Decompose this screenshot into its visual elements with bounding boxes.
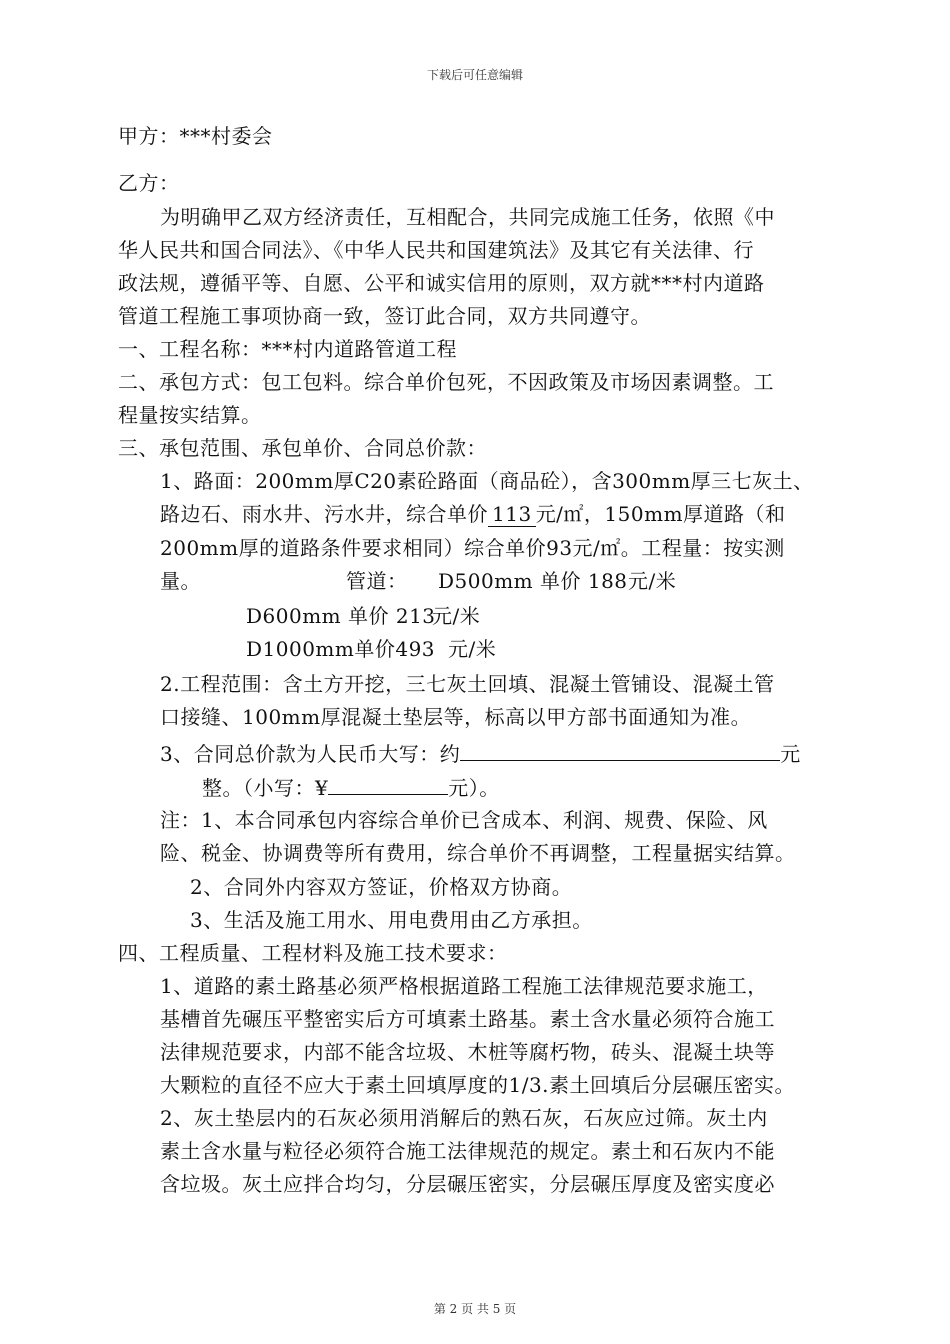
pipe-d500-price: D500mm 单价 188 (438, 569, 628, 593)
intro-line: 政法规，遵循平等、自愿、公平和诚实信用的原则，双方就***村内道路 (118, 271, 765, 295)
section-2-line: 程量按实结算。 (118, 403, 262, 427)
pipe-unit: 元/米 (628, 569, 677, 593)
quality-line: 2、灰土垫层内的石灰必须用消解后的熟石灰，石灰应过筛。灰土内 (160, 1106, 768, 1130)
quality-line: 1、道路的素土路基必须严格根据道路工程施工法律规范要求施工， (160, 974, 768, 998)
pipe-d600-price: D600mm 单价 213 (246, 604, 436, 628)
pipe-label: 管道： (346, 569, 408, 593)
quality-line: 基槽首先碾压平整密实后方可填素土路基。素土含水量必须符合施工 (160, 1007, 775, 1031)
section-1-title: 一、工程名称：***村内道路管道工程 (118, 337, 457, 361)
scope-line: 口接缝、100mm厚混凝土垫层等，标高以甲方部书面通知为准。 (160, 705, 752, 729)
scope-line: 2.工程范围：含土方开挖，三七灰土回填、混凝土管铺设、混凝土管 (160, 672, 775, 696)
party-a: 甲方：***村委会 (118, 124, 273, 148)
total-price-small-blank (328, 772, 448, 795)
quality-line: 素土含水量与粒径必须符合施工法律规范的规定。素土和石灰内不能 (160, 1139, 775, 1163)
road-price-line: 1、路面：200mm厚C20素砼路面（商品砼），含300mm厚三七灰土、 (160, 469, 814, 493)
road-price-text: 路边石、雨水井、污水井，综合单价 (160, 502, 488, 526)
section-4-title: 四、工程质量、工程材料及施工技术要求： (118, 941, 508, 965)
total-price-text: 3、合同总价款为人民币大写：约 (160, 742, 461, 766)
road-price-line: 量。 (160, 569, 201, 593)
note-line: 险、税金、协调费等所有费用，综合单价不再调整，工程量据实结算。 (160, 841, 796, 865)
quality-line: 含垃圾。灰土应拌合均匀，分层碾压密实，分层碾压厚度及密实度必 (160, 1172, 775, 1196)
page-header: 下载后可任意编辑 (426, 68, 523, 82)
road-price-line (160, 500, 786, 528)
intro-line: 华人民共和国合同法》、《中华人民共和国建筑法》及其它有关法律、行 (118, 238, 754, 262)
total-price-text: 整。（小写：¥ (202, 776, 329, 800)
section-3-title: 三、承包范围、承包单价、合同总价款： (118, 436, 487, 460)
intro-line: 管道工程施工事项协商一致，签订此合同，双方共同遵守。 (118, 304, 651, 328)
total-price-blank (460, 738, 780, 761)
note-line: 注：1、本合同承包内容综合单价已含成本、利润、规费、保险、风 (160, 808, 768, 832)
road-price-line: 200mm厚的道路条件要求相同）综合单价93元/㎡。工程量：按实测 (160, 536, 785, 560)
note-line: 2、合同外内容双方签证，价格双方协商。 (190, 875, 573, 899)
total-price-text: 元 (780, 742, 801, 766)
total-price-line (202, 772, 500, 802)
quality-line: 大颗粒的直径不应大于素土回填厚度的1/3.素土回填后分层碾压密实。 (160, 1073, 796, 1097)
road-unit-price: 113 (488, 502, 536, 527)
section-2-line: 二、承包方式：包工包料。综合单价包死，不因政策及市场因素调整。工 (118, 370, 774, 394)
pipe-d1000-price: D1000mm单价493 (246, 637, 436, 661)
intro-line: 为明确甲乙双方经济责任，互相配合，共同完成施工任务，依照《中 (160, 205, 775, 229)
road-price-text: 元/㎡，150mm厚道路（和 (535, 502, 786, 526)
page-footer: 第 2 页 共 5 页 (433, 1302, 517, 1316)
quality-line: 法律规范要求，内部不能含垃圾、木桩等腐朽物，砖头、混凝土块等 (160, 1040, 775, 1064)
note-line: 3、生活及施工用水、用电费用由乙方承担。 (190, 908, 593, 932)
pipe-unit: 元/米 (432, 604, 481, 628)
total-price-line (160, 738, 801, 768)
total-price-text: 元）。 (448, 776, 500, 800)
pipe-unit: 元/米 (448, 637, 497, 661)
party-b: 乙方： (118, 171, 180, 195)
